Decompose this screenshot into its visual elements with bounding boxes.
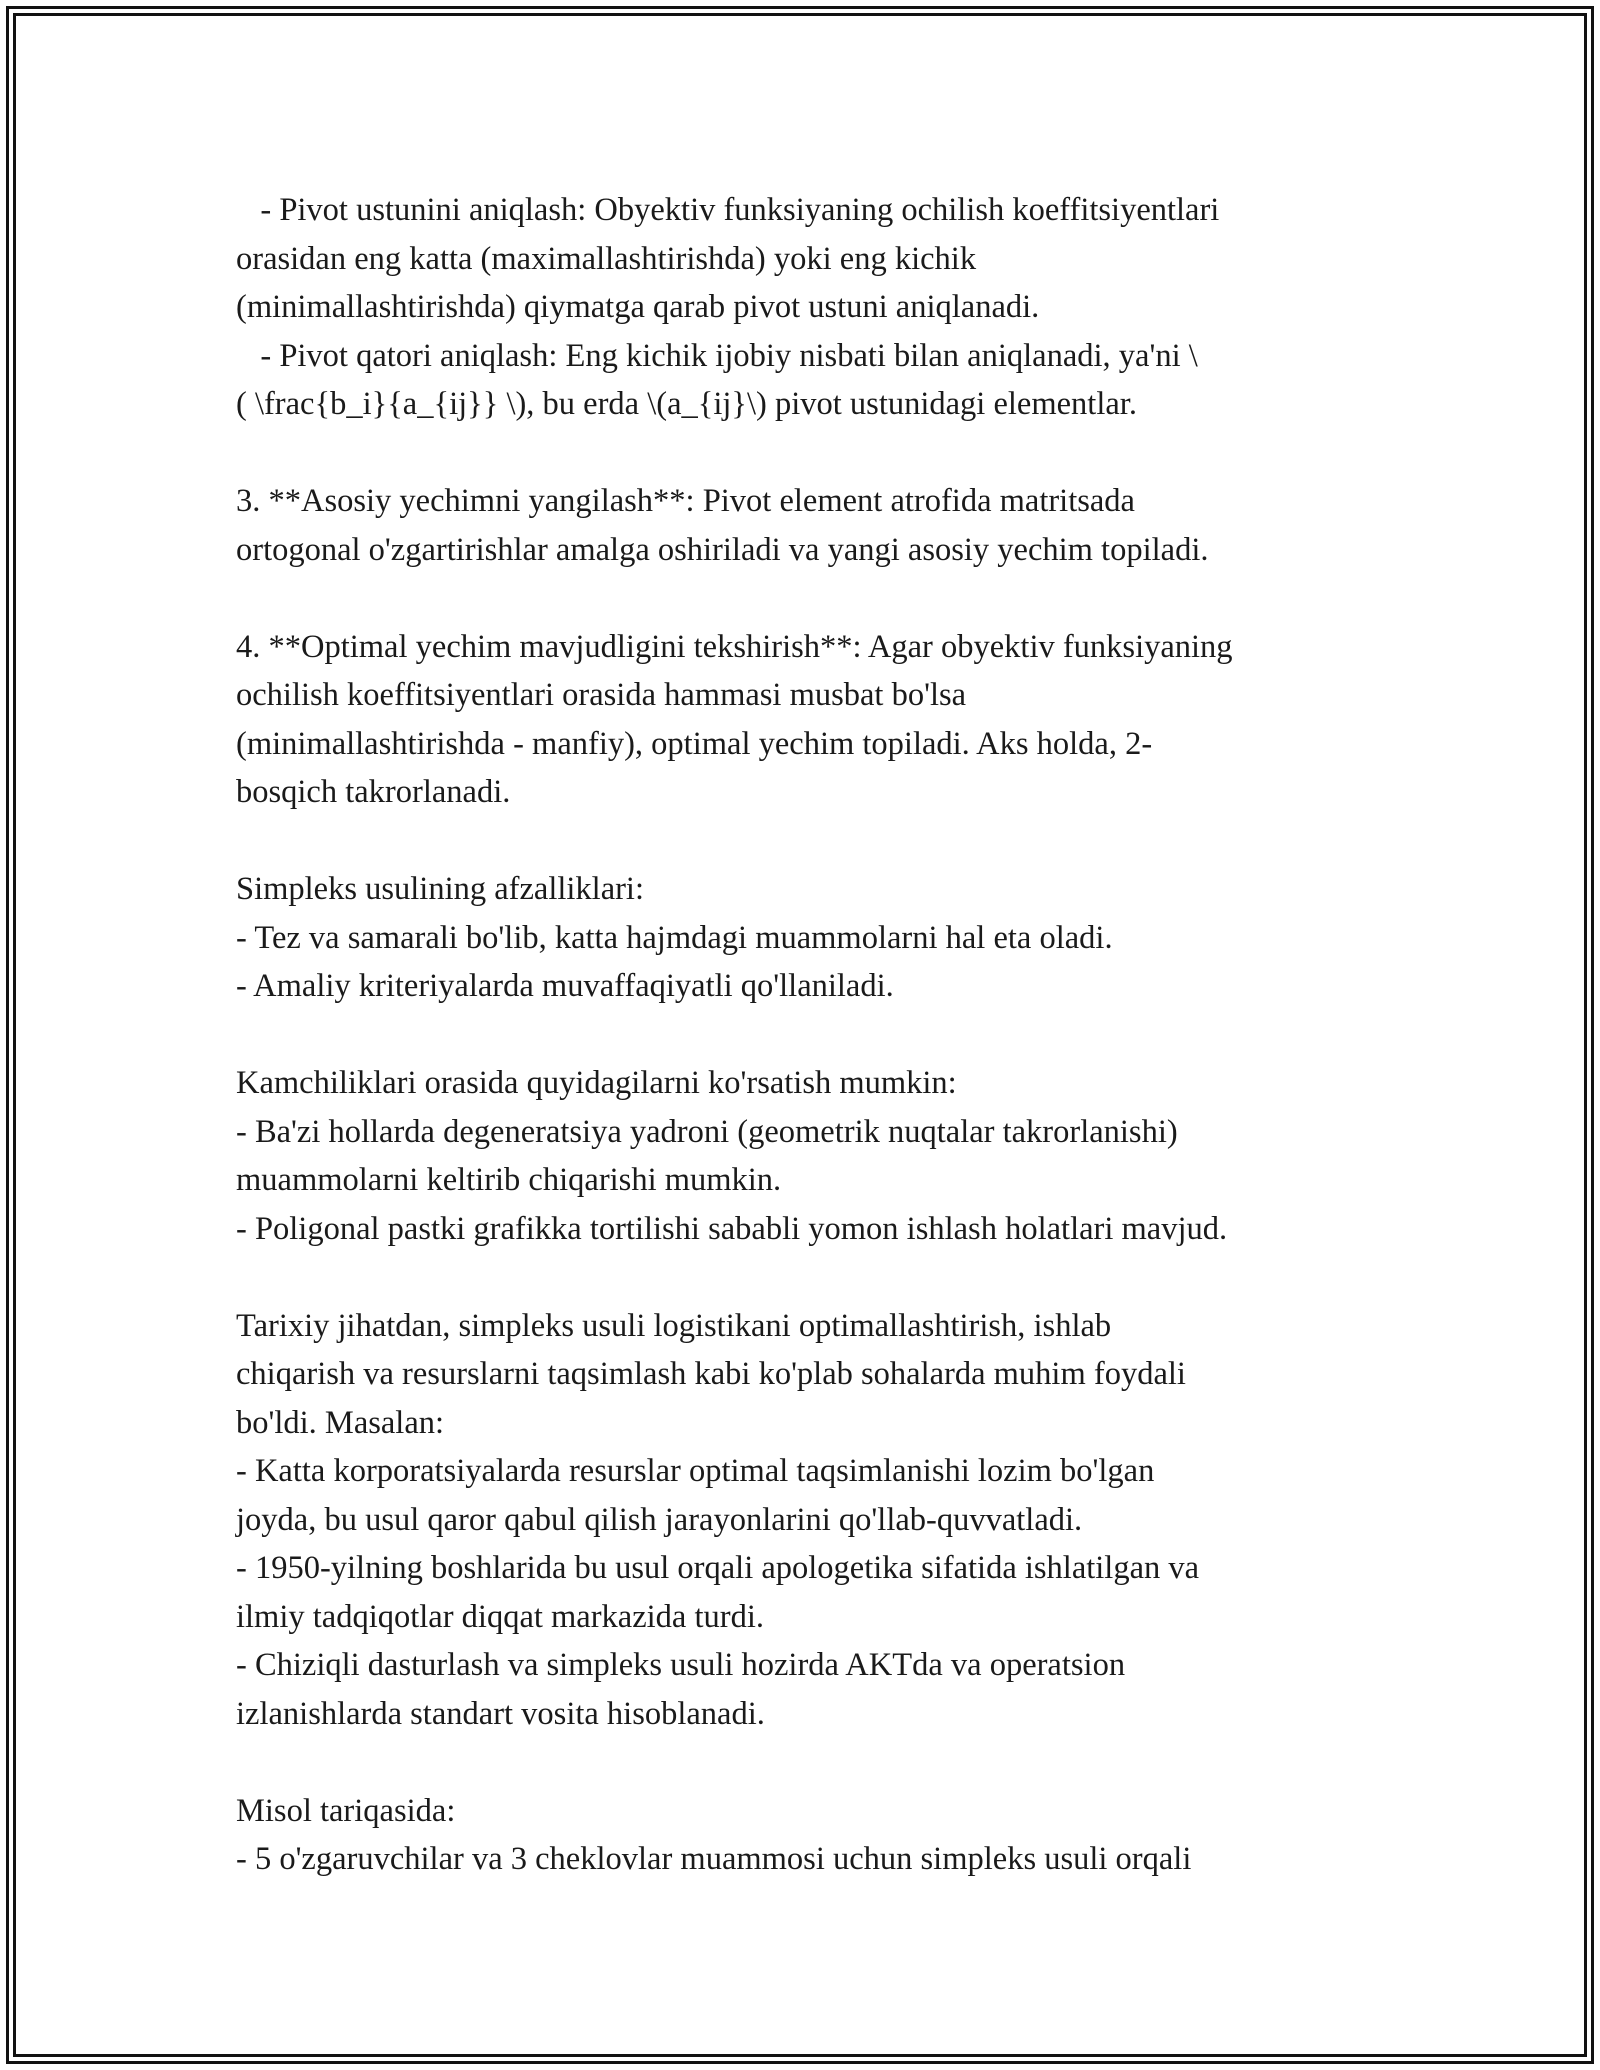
text-line: - 1950-yilning boshlarida bu usul orqali apologetika sifatida ishlatilgan va: [236, 1550, 1200, 1586]
blank-line: [236, 1253, 1376, 1302]
text-line: (minimallashtirishda) qiymatga qarab pivot ustuni aniqlanadi.: [236, 289, 1040, 325]
text-line: joyda, bu usul qaror qabul qilish jarayonlarini qo'llab-quvvatladi.: [236, 1501, 1083, 1538]
text-line: bosqich takrorlanadi.: [236, 774, 511, 810]
text-line: - Pivot qatori aniqlash: Eng kichik ijobiy nisbati bilan aniqlanadi, ya'ni \: [236, 337, 1198, 374]
text-line: Kamchiliklari orasida quyidagilarni ko'rsatish mumkin:: [236, 1065, 957, 1101]
text-line: - Poligonal pastki grafikka tortilishi sababli yomon ishlash holatlari mavjud.: [236, 1210, 1228, 1247]
text-line: ochilish koeffitsiyentlari orasida hammasi musbat bo'lsa: [236, 677, 967, 713]
text-line: muammolarni keltirib chiqarishi mumkin.: [236, 1162, 782, 1198]
blank-line: [236, 1011, 1376, 1060]
text-line: - Ba'zi hollarda degeneratsiya yadroni (geometrik nuqtalar takrorlanishi): [236, 1113, 1178, 1150]
text-line: ilmiy tadqiqotlar diqqat markazida turdi.: [236, 1598, 764, 1635]
text-line: - Katta korporatsiyalarda resurslar optimal taqsimlanishi lozim bo'lgan: [236, 1453, 1155, 1489]
text-line: ( \frac{b_i}{a_{ij}} \), bu erda \(a_{ij}\) pivot ustunidagi elementlar.: [236, 386, 1137, 422]
text-line: Tarixiy jihatdan, simpleks usuli logistikani optimallashtirish, ishlab: [236, 1307, 1112, 1344]
text-line: 3. **Asosiy yechimni yangilash**: Pivot element atrofida matritsada: [236, 483, 1135, 519]
blank-line: [236, 429, 1376, 478]
text-line: chiqarish va resurslarni taqsimlash kabi ko'plab sohalarda muhim foydali: [236, 1356, 1186, 1392]
text-line: Simpleks usulining afzalliklari:: [236, 871, 644, 907]
text-line: Misol tariqasida:: [236, 1792, 456, 1829]
blank-line: [236, 574, 1376, 623]
text-line: - 5 o'zgaruvchilar va 3 cheklovlar muammosi uchun simpleks usuli orqali: [236, 1841, 1192, 1877]
text-line: - Chiziqli dasturlash va simpleks usuli hozirda AKTda va operatsion: [236, 1647, 1126, 1683]
text-line: izlanishlarda standart vosita hisoblanadi.: [236, 1695, 765, 1732]
text-line: (minimallashtirishda - manfiy), optimal yechim topiladi. Aks holda, 2-: [236, 725, 1153, 762]
text-line: - Tez va samarali bo'lib, katta hajmdagi muammolarni hal eta oladi.: [236, 919, 1113, 956]
text-line: - Pivot ustunini aniqlash: Obyektiv funksiyaning ochilish koeffitsiyentlari: [236, 192, 1220, 228]
text-line: bo'ldi. Masalan:: [236, 1404, 445, 1441]
text-line: 4. **Optimal yechim mavjudligini tekshirish**: Agar obyektiv funksiyaning: [236, 628, 1233, 665]
text-line: orasidan eng katta (maximallashtirishda) yoki eng kichik: [236, 240, 977, 277]
document-body: [236, 186, 1376, 1884]
blank-line: [236, 1738, 1376, 1787]
text-line: ortogonal o'zgartirishlar amalga oshiriladi va yangi asosiy yechim topiladi.: [236, 531, 1209, 568]
blank-line: [236, 817, 1376, 866]
text-line: - Amaliy kriteriyalarda muvaffaqiyatli qo'llaniladi.: [236, 968, 894, 1004]
